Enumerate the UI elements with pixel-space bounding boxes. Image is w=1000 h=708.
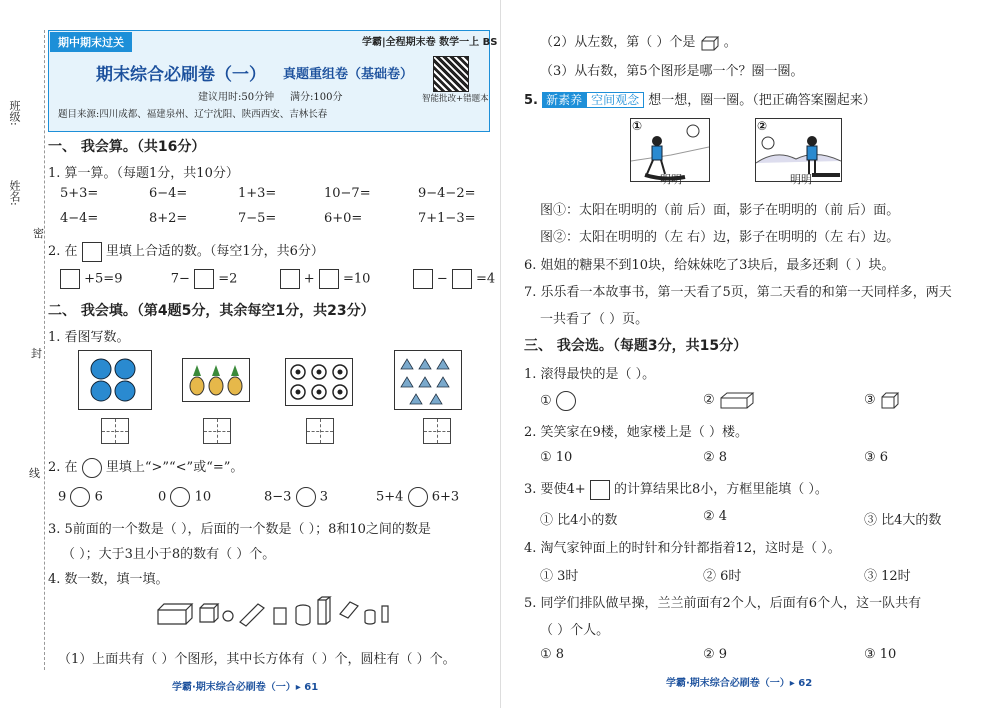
footer-left: 学霸·期末综合必刷卷（一）▸ 61 <box>172 682 319 693</box>
c4-opt-1[interactable]: ① 3时 <box>540 569 579 584</box>
c2-opt-2[interactable]: ② 8 <box>703 450 728 465</box>
picture-birds <box>394 350 462 410</box>
compare-2: 0 10 <box>158 487 211 507</box>
picture-pineapples <box>182 358 250 402</box>
c3-opt-1[interactable]: ① 比4小的数 <box>540 513 618 528</box>
xian-label: 线 <box>29 467 40 480</box>
q5-line-b: 图②：太阳在明明的（左 右）边，影子在明明的（左 右）边。 <box>540 230 900 245</box>
q2c-title: 2. 在 里填上“>”“<”或“=”。 <box>48 456 243 478</box>
qr-label: 智能批改+错题本 <box>422 94 489 104</box>
header-tab: 期中期末过关 <box>50 32 132 52</box>
picture-watermelons <box>78 350 152 410</box>
c2-opt-3[interactable]: ③ 6 <box>864 450 889 465</box>
section-2-title: 二、 我会填。（第4题5分，其余每空1分，共23分） <box>48 303 375 319</box>
compare-circle[interactable] <box>70 487 90 507</box>
c2-title: 2. 笑笑家在9楼，她家楼上是（ ）楼。 <box>524 425 748 440</box>
compare-3: 8−3 3 <box>264 487 328 507</box>
c2-opt-1[interactable]: ① 10 <box>540 450 573 465</box>
calc-7: 8+2= <box>149 211 188 226</box>
pineapple-icon <box>183 359 249 401</box>
name-label: 姓名: <box>8 180 21 206</box>
c1-title: 1. 滚得最快的是（ ）。 <box>524 367 656 382</box>
calc-10: 7+1−3= <box>418 211 476 226</box>
calc-9: 6+0= <box>324 211 363 226</box>
answer-circle-icon <box>82 458 102 478</box>
c1-opt-3[interactable]: ③ <box>864 391 900 409</box>
fill-box[interactable] <box>194 269 214 289</box>
c4-opt-2[interactable]: ② 6时 <box>703 569 742 584</box>
q5-title: 5. 新素养 空间观念 想一想，圈一圈。（把正确答案圈起来） <box>524 93 876 108</box>
write-number-box[interactable] <box>306 418 334 444</box>
mi-label: 密 <box>33 227 44 240</box>
c5-opt-2[interactable]: ② 9 <box>703 647 728 662</box>
q5-line-a: 图①：太阳在明明的（前 后）面，影子在明明的（前 后）面。 <box>540 203 900 218</box>
fill-box[interactable] <box>280 269 300 289</box>
scene-1-label: ① <box>632 119 643 133</box>
calc-5: 9−4−2= <box>418 186 476 201</box>
write-number-box[interactable] <box>101 418 129 444</box>
picture-soccer-balls <box>285 358 353 406</box>
compare-circle[interactable] <box>170 487 190 507</box>
score-info: 满分:100分 <box>290 92 343 103</box>
c1-opt-1[interactable]: ① <box>540 391 576 411</box>
fill-box[interactable] <box>60 269 80 289</box>
fill-box[interactable] <box>413 269 433 289</box>
qr-code-icon <box>433 56 469 92</box>
page-divider <box>500 0 501 708</box>
answer-box-icon <box>82 242 102 262</box>
fill-row: +5=9 7− =2 + =10 − =4 <box>60 269 495 289</box>
c5-line-2: （ ）个人。 <box>540 623 610 638</box>
c4-title: 4. 淘气家钟面上的时针和分针都指着12，这时是（ ）。 <box>524 541 841 556</box>
write-number-box[interactable] <box>203 418 231 444</box>
binding-line <box>44 30 45 670</box>
scene-2-name: 明明 <box>790 173 812 186</box>
c3-opt-3[interactable]: ③ 比4大的数 <box>864 513 942 528</box>
compare-1: 9 6 <box>58 487 103 507</box>
c5-line-1: 5. 同学们排队做早操，兰兰前面有2个人，后面有6个人，这一队共有 <box>524 596 922 611</box>
c5-opt-1[interactable]: ① 8 <box>540 647 565 662</box>
scene-2-label: ② <box>757 119 768 133</box>
q4-title: 4. 数一数，填一填。 <box>48 572 169 587</box>
section-1-title: 一、 我会算。（共16分） <box>48 139 206 155</box>
q6: 6. 姐姐的糖果不到10块，给妹妹吃了3块后，最多还剩（ ）块。 <box>524 258 895 273</box>
fill-box[interactable] <box>319 269 339 289</box>
compare-circle[interactable] <box>408 487 428 507</box>
tag-spatial: 空间观念 <box>586 92 644 108</box>
compare-4: 5+4 6+3 <box>376 487 459 507</box>
calc-1: 5+3= <box>60 186 99 201</box>
paper-subtitle: 真题重组卷（基础卷） <box>283 67 414 82</box>
c3-title: 3. 要使4+ 的计算结果比8小，方框里能填（ ）。 <box>524 478 828 500</box>
c4-opt-3[interactable]: ③ 12时 <box>864 569 911 584</box>
calc-2: 6−4= <box>149 186 188 201</box>
scene-1-name: 明明 <box>660 173 682 186</box>
q3-line-2: （ ）；大于3且小于8的数有（ ）个。 <box>62 547 276 562</box>
q4-sub-1: （1）上面共有（ ）个图形，其中长方体有（ ）个，圆柱有（ ）个。 <box>58 652 456 667</box>
brand: 学霸|全程期末卷 数学一上 BS <box>362 37 498 48</box>
paper-title: 期末综合必刷卷（一） <box>96 65 266 85</box>
cube-icon <box>880 391 900 409</box>
q2-title: 2. 在 里填上合适的数。（每空1分，共6分） <box>48 240 324 262</box>
watermelon-icon <box>79 351 151 409</box>
calc-6: 4−4= <box>60 211 99 226</box>
compare-circle[interactable] <box>296 487 316 507</box>
q1b-title: 1. 看图写数。 <box>48 330 130 345</box>
c5-opt-3[interactable]: ③ 10 <box>864 647 897 662</box>
fill-box[interactable] <box>452 269 472 289</box>
q3-line-1: 3. 5前面的一个数是（ ），后面的一个数是（ ）；8和10之间的数是 <box>48 522 431 537</box>
calc-8: 7−5= <box>238 211 277 226</box>
bird-icon <box>395 351 461 409</box>
calc-4: 10−7= <box>324 186 371 201</box>
section-3-title: 三、 我会选。（每题3分，共15分） <box>524 338 748 354</box>
c1-opt-2[interactable]: ② <box>703 391 755 409</box>
calc-3: 1+3= <box>238 186 277 201</box>
time-info: 建议用时:50分钟 <box>198 92 275 103</box>
write-number-box[interactable] <box>423 418 451 444</box>
answer-box-icon <box>590 480 610 500</box>
soccer-ball-icon <box>286 359 352 405</box>
cuboid-icon <box>719 391 755 409</box>
q7-line-1: 7. 乐乐看一本故事书，第一天看了5页，第二天看的和第一天同样多，两天 <box>524 285 952 300</box>
r-line-1: （2）从左数，第（ ）个是 。 <box>540 35 737 50</box>
source-note: 题目来源:四川成都、福建泉州、辽宁沈阳、陕西西安、吉林长春 <box>58 109 328 120</box>
feng-label: 封 <box>31 347 42 360</box>
c3-opt-2[interactable]: ② 4 <box>703 509 728 524</box>
q7-line-2: 一共看了（ ）页。 <box>540 312 649 327</box>
ball-icon <box>556 391 576 411</box>
r-line-2: （3）从右数，第5个图形是哪一个？圈一圈。 <box>540 64 804 79</box>
cube-icon <box>700 35 720 51</box>
q1-title: 1. 算一算。（每题1分，共10分） <box>48 166 239 181</box>
class-label: 班级: <box>8 100 21 126</box>
footer-right: 学霸·期末综合必刷卷（一）▸ 62 <box>666 678 813 689</box>
tag-new-literacy: 新素养 <box>542 92 586 108</box>
shapes-row-icon <box>156 596 396 630</box>
